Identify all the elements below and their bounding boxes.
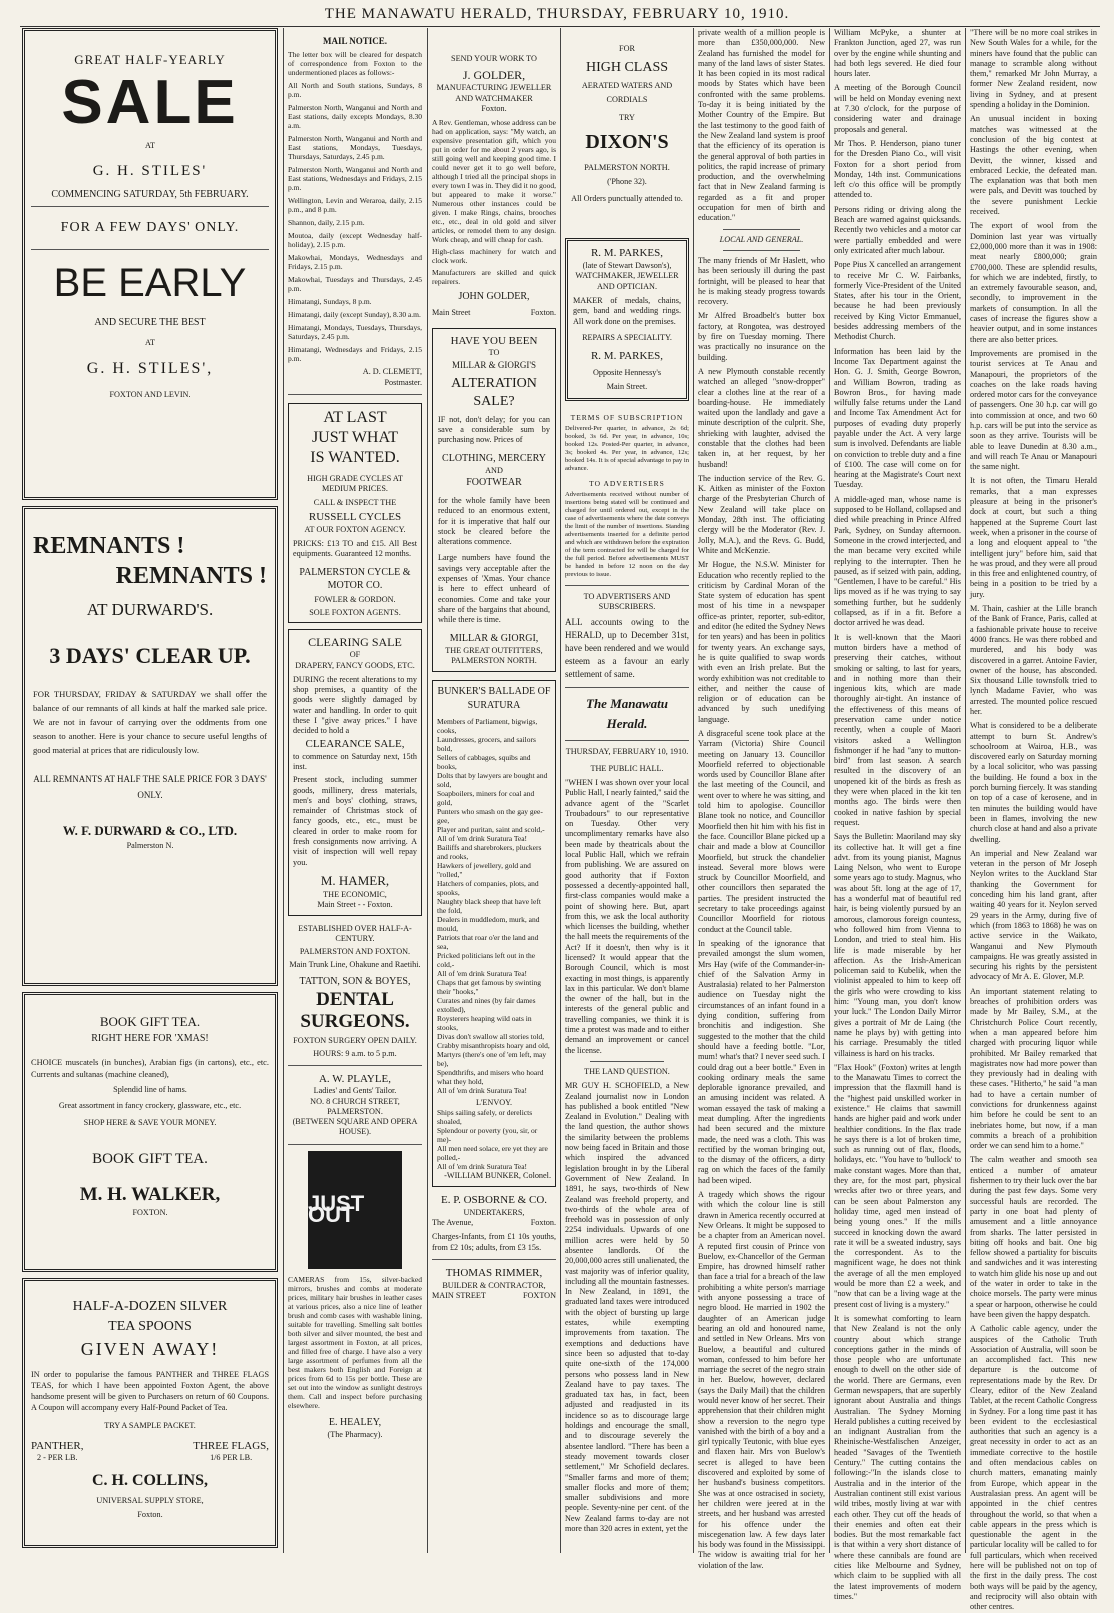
article-paragraph: The many friends of Mr Haslett, who has been seriously ill during the past fortnight, will be pleased to hear that he is making steady progress towards recovery. [698, 255, 825, 307]
spoons-store: UNIVERSAL SUPPLY STORE, [96, 1495, 204, 1505]
dixon-note: All Orders punctually attended to. [571, 193, 683, 203]
bunker-line: Spendthrifts, and misers who hoard what they hold, [437, 1068, 544, 1087]
sale-big: SALE [61, 68, 239, 138]
column-divider [829, 28, 830, 1553]
healey-firm: E. HEALEY, [328, 1416, 382, 1428]
paper-hall: "WHEN I was shown over your local Public Hall, I nearly fainted," said the advance agent of the "Scarlet Troubadours" to our representative on Tuesday. Other very uncomplimentary remarks have also been made by theatricals about the local Public Hall, which we refrain from publishing. We are assured on good authority that if Foxton possessed a decently-appointed hall, first-class companies would make a point of showing here. But, apart from this, we ask the local authority which licenses the building, whether the hall meets the requirements of the Act? If it doesn't, then why is it licensed? It would appear that the Borough Council, which is most exacting in most things, is apparently lax in this particular. We don't blame the owner of the hall, but in the interests of the general public and travelling companies, we think it is time a protest was made and to either demand an improvement or cancel the license. [565, 777, 689, 1055]
booktea-firm: M. H. WALKER, [79, 1183, 221, 1205]
article-paragraph: Information has been laid by the Income Tax Department against the Hon. G. J. Smith, George Bowron, and William Bowron, trading as Bowron Bros., for having made wilfully false returns under the Land and Income Tax Amendment Act for purposes of evading duty properly payable under the Act. A very large sum is involved. Defendants are liable on conviction to treble duty and a fine of £100. The case will come on for hearing at the Magistrate's Court next Tuesday. [834, 346, 961, 490]
dixon-firm: DIXON'S [585, 131, 669, 154]
article-paragraph: Persons riding or driving along the Beach are warned against quicksands. Recently two vehicles and a motor car were partially embedded and were only extricated after much labour. [834, 204, 961, 255]
cycles-l1: HIGH GRADE CYCLES AT MEDIUM PRICES. [307, 473, 403, 494]
bunker-envoy: L'ENVOY. [475, 1098, 513, 1108]
bunker-line: Dealers in muddledom, murk, and mould, [437, 915, 540, 934]
bunker-line: Crabby misanthropists hoary and old, [437, 1041, 550, 1051]
parkes-addr: Opposite Hennessy's [592, 368, 662, 378]
dixon-try: TRY [619, 112, 635, 122]
clearing-body2: to commence on Saturday next, 15th inst. [293, 751, 417, 771]
subscribers-body: ALL accounts owing to the HERALD, up to December 31st, have been rendered and we would esteem as a favour an early settlement of same. [565, 617, 689, 680]
bunker-line: Dolts that by lawyers are bought and sold, [437, 771, 548, 790]
millar-town: PALMERSTON NORTH. [451, 655, 537, 665]
mail-sign: A. D. CLEMETT, [362, 367, 422, 377]
remnants-town: Palmerston N. [126, 841, 174, 850]
healey-body: CAMERAS from 15s, silver-backed mirrors, brushes and combs at moderate prices, military hair brushes in leather cases at various prices, also a nice line of leather brush and comb cases with washable lining, suitable for travelling. Smelling salt bottles both silver and silver mounted, the best and largest assortment in Foxton, at all prices, and filled free of charge. I have also a very large assortment of perfumes from all the best makers both English and Foreign at prices from 6d to 15s per bottle. These are set out into the window as sunlight destroys them. Call and inspect before purchasing elsewhere. [288, 1274, 422, 1410]
article-paragraph: Mr Thos. P. Henderson, piano tuner for the Dresden Piano Co., will visit Foxton for a short period from Monday, 14th inst. Communications left c/o this office will be promptly attended to. [834, 138, 961, 200]
spoons-ad [22, 1278, 278, 1548]
article-paragraph: Says the Bulletin: Maoriland may sky its collective hat. It will get a fine advt. from its young pianist, Magnus Laing Nelson, who went to Europe some years ago to study. Magnus, who was about 5ft. long at the age of 17, has a wonderful mat of beautiful red hair, is being violently pursued by an amorous, clamorous foreign countess, who followed him from Vienna to London, and tried to steal him. His life is made miserable by her affection. As the Irish-American policeman said to Kubelik, when the violinist appealed to him to keep off the girls who were crowding to kiss him: "Young man, you don't know your luck." The London Daily Mirror gives a portrait of Mr de Laing (the name he plays by) with getting into his carriage. Presumably the titled villainess is hard on his tracks. [834, 832, 961, 1058]
mail-line: Makowhai, Mondays, Wednesdays and Fridays, 2.15 p.m. [288, 253, 422, 272]
clearing-addr: Main Street - - Foxton. [317, 900, 393, 910]
dixon-for: FOR [619, 44, 635, 53]
sale-secure: AND SECURE THE BEST [94, 316, 206, 328]
booktea-shop: SHOP HERE & SAVE YOUR MONEY. [83, 1117, 217, 1127]
clearing-sub: THE ECONOMIC, [323, 889, 387, 899]
column-1 [22, 28, 278, 1553]
tatton-h2: SURGEONS. [300, 1010, 410, 1032]
column-5 [698, 28, 825, 1570]
golder-intro: SEND YOUR WORK TO [451, 54, 537, 63]
millar-and: AND [485, 465, 503, 475]
article-paragraph: A Catholic cable agency, under the auspices of the Catholic Truth Association of Australia, will soon be an accomplished fact. This new departure is the outcome of representations made by the Rev. Dr Cleary, editor of the New Zealand Tablet, at the recent Catholic Congress in Sydney. For a long time past it has been evident to the ecclesiastical authorities that such an agency is a great necessity in order to act as an immediate corrective to the hostile and often mendacious cables on church matters, emanating mainly from Europe, which appear in the Australasian press. An agent will be appointed in the chief centres throughout the world, so that when a cable appears in the press which is questionable the agent in the particular locality will be called to for full particulars, which when received here will be published not on top of the first in the daily press. The cost both ways will be paid by the agency, and reciprocity will also obtain with other centres. [970, 1324, 1097, 1612]
golder-l2: High-class machinery for watch and clock work. [432, 247, 556, 266]
paper-title: The Manawatu Herald. [586, 696, 668, 732]
cycles-l4: AT OUR FOXTON AGENCY. [304, 524, 406, 534]
bunker-envoy-verses [437, 1108, 551, 1171]
cycles-h2: JUST WHAT [311, 428, 399, 446]
mail-line: Makowhai, Tuesdays and Thursdays, 2.45 p.m. [288, 275, 422, 294]
booktea-h2: RIGHT HERE FOR 'XMAS! [91, 1033, 209, 1044]
article-paragraph: An imperial and New Zealand war veteran in the person of Mr Joseph Neylon writes to the Auckland Star thanking the Government for conceding him his land grant, after waiting 40 years for it. Neylon served 29 years in the Army, during five of which (from 1863 to 1868) he was on active service in the Waikato, Wanganui and New Plymouth campaigns. He was greatly assisted in securing his rights by the persistent advocacy of Mr A. E. Glover, M.P. [970, 848, 1097, 982]
millar-sub: THE GREAT OUTFITTERS, [445, 645, 543, 655]
masthead: THE MANAWATU HERALD, THURSDAY, FEBRUARY 10, 1910. [324, 6, 790, 22]
bunker-line: Chaps that get famous by swinting their "hooks," [437, 978, 541, 997]
playle-firm: A. W. PLAYLE, [318, 1073, 392, 1086]
spoons-h3: GIVEN AWAY! [80, 1339, 220, 1359]
article-paragraph: "Flax Hook" (Foxton) writes at length to the Manawatu Times to correct the impression that the flaxmill hand is the "highest paid unskilled worker in existence." He claims that sawmill hands are higher paid and work under healthier conditions. In the flax trade he says there is a lot of broken time, such as running out of flax, floods, holidays, etc. "You have to 'bullock' to make constant wages. More than that, they are, for the most part, physical wrecks after two or three years, and can be seen about Palmerston any holiday time, aged men instead of being young ones." If the mills succeed in knocking down the award rate it will be a sweated industry, says the correspondent. As to the magnificent wage, he does not think the average of all the men employed would be more than £2 a week, and "now that can be a living wage at the present cost of living is a mystery." [834, 1062, 961, 1309]
article-paragraph: It is not often, the Timaru Herald remarks, that a man expresses pleasure at being in the prisoner's dock at court, but such a thing happened at the Supreme Court last week, when a prisoner in the course of a long and eloquent appeal to "the intelligent jury" before him, said that he was proud, and they were all proud in this free and enlightened country, of being in a position to be tried by a jury. [970, 476, 1097, 599]
dixon-h2: AERATED WATERS AND [581, 81, 673, 91]
article-paragraph: The induction service of the Rev. G. K. Aitken as minister of the Foxton charge of the Presbyterian Church of New Zealand will take place on Monday, 28th inst. The officiating clergy will be the Moderator (Rev. J. Jolly, M.A.), and the Revs. G. Budd, White and McKenzie. [698, 473, 825, 555]
spoons-prices [31, 1439, 269, 1463]
dixon-h3: CORDIALS [606, 94, 648, 104]
tatton-l1: ESTABLISHED OVER HALF-A-CENTURY. [298, 923, 412, 943]
bunker-line: All of 'em drink Suratura Tea! [437, 834, 528, 844]
bunker-line: Player and puritan, saint and scold,- [437, 825, 545, 835]
mail-line: All North and South stations, Sundays, 8 p.m. [288, 81, 422, 100]
sale-ad [22, 28, 278, 500]
column-divider [560, 28, 561, 1553]
bunker-line: Martyrs (there's one of 'em left, may be), [437, 1050, 547, 1069]
article-paragraph: A new Plymouth constable recently watched an alleged "snow-dropper" clear a clothes line at the rear of a boarding-house. He immediately waited upon the landlady and gave a minute description of the culprit. She, shrieking with laughter, advised the constable that the clothes had been taken in, at her request, by her husband! [698, 366, 825, 469]
remnants-h3: AT DURWARD'S. [86, 600, 214, 619]
booktea-town: FOXTON. [132, 1207, 168, 1217]
article-paragraph: Improvements are promised in the tourist services at Te Anau and Manapouri, the proprietors of the coaches on the lake roads having ordered motor cars for the conveyance of passengers. One 30 h.p. car will go into commission at once, and two 60 h.p. cars will be put into the service as soon as they arrive. Tourists will be able to leave Dunedin at 8.30 a.m., and will reach Te Anau or Manapouri the same night. [970, 348, 1097, 472]
masthead-rule [20, 26, 1100, 27]
sale-date: COMMENCING SATURDAY, 5th FEBRUARY. [51, 188, 249, 200]
sale-towns: FOXTON AND LEVIN. [109, 390, 191, 400]
rimmer-town: FOXTON [522, 1291, 556, 1301]
sale-early: BE EARLY [53, 260, 247, 305]
spoons-h1: HALF-A-DOZEN SILVER [72, 1299, 228, 1314]
column-divider [427, 28, 428, 1553]
playle-l1: Ladies' and Gents' Tailor. [313, 1086, 397, 1096]
article-paragraph: Pope Pius X cancelled an arrangement to receive Mr C. W. Fairbanks, formerly Vice-President of the United States, after his tour in the Orient, because he had been previously received by King Victor Emmanuel, besides addressing members of the Methodist Church. [834, 260, 961, 342]
spoons-h2: TEA SPOONS [108, 1319, 192, 1334]
bunker-line: Bailiffs and sharebrokers, pluckers and rooks, [437, 843, 542, 862]
bunker-author: -WILLIAM BUNKER, Colonel. [444, 1171, 551, 1181]
millar-h5: CLOTHING, MERCERY [442, 452, 546, 464]
article-paragraph: "There will be no more coal strikes in New South Wales for a while, for the miners have found that the public can manage to scramble along without them," remarked Mr John Murray, a former New Zealand resident, now living in Sydney, and at present spending a holiday in the Dominion. [970, 28, 1097, 110]
playle-l2: NO. 8 CHURCH STREET, PALMERSTON. [310, 1096, 400, 1116]
article-paragraph: William McPyke, a shunter at Frankton Junction, aged 27, was run over by the engine while shunting and had both legs severed. He died four hours later. [834, 28, 961, 79]
tatton-firm: TATTON, SON & BOYES, [299, 975, 411, 987]
just-out-logo: JUST OUT [308, 1151, 402, 1269]
golder-firm: J. GOLDER, [462, 68, 526, 83]
column-divider [283, 28, 284, 1553]
article-paragraph: M. Thain, cashier at the Lille branch of the Bank of France, Paris, called at a fashionable private house to receive 4000 francs. He was there robbed and murdered, and his body was discovered in a garret. Antoine Favier, owner of the house, has absconded. Six thousand Lille townsfolk tried to lynch Madame Favier, who was arrested. The mounted police rescued her. [970, 604, 1097, 716]
column-7 [970, 28, 1097, 1612]
article-paragraph: The calm weather and smooth sea enticed a number of amateur fishermen to try their luck over the bar during the past few days. Some very successful hauls are recorded. The party in one boat had plenty of amusement and a little annoyance from sharks. The latter persisted in biting off hooks and bait. One big fellow showed a partiality for biscuits and sandwiches and it was interesting to watch him glide his nose up and out of the water in order to take in the choice morsels. The party were minus a spear or harpoon, otherwise he could have been given the happy despatch. [970, 1155, 1097, 1319]
spoons-firm: C. H. COLLINS, [91, 1471, 209, 1489]
booktea-ad [22, 992, 278, 1272]
millar-h3: ALTERATION [451, 375, 537, 391]
article-paragraph: It is well-known that the Maori mutton birders have a method of preserving their catches, without smoking or salting, to last for years, and in nothing more than their ingenious kits, which are made thoroughly air-tight. An instance of the effectiveness of this means of preservation came under notice recently, when a couple of Maori visitors asked a Wellington fishmonger if he had "any to mutton-bird" from last season. A search resulted in the discovery of an unopened kit of the birds as fresh as they were when placed in the kit ten months ago. The birds were then cooked in native fashion by special request. [834, 632, 961, 827]
osborne-firm: E. P. OSBORNE & CO. [440, 1193, 548, 1206]
parkes-sign: R. M. PARKES, [590, 350, 664, 363]
bunker-line: Hawkers of jewellery, gold and "rolled," [437, 861, 531, 880]
bunker-line: Hatchers of companies, plots, and spooks, [437, 879, 539, 898]
dixon-town: PALMERSTON NORTH. [584, 163, 670, 173]
dixon-phone: ('Phone 32). [607, 177, 647, 187]
rimmer-ad [432, 1266, 556, 1302]
golder-sign: JOHN GOLDER, [458, 291, 530, 303]
clearing-ad [288, 629, 422, 915]
bunker-line: All of 'em drink Suratura Tea! [437, 969, 528, 979]
golder-addr2: Foxton. [530, 308, 556, 318]
millar-h6: FOOTWEAR [466, 476, 522, 488]
parkes-body: MAKER of medals, chains, gem, band and wedding rings. All work done on the premises. [573, 295, 681, 326]
cycles-l3: RUSSELL CYCLES [308, 510, 402, 523]
osborne-body: Charges-Infants, from £1 10s youths, from £2 10s; adults, from £3 15s. [432, 1232, 556, 1252]
article-paragraph: A meeting of the Borough Council will be held on Monday evening next at 7.30 o'clock, for the purpose of considering water and drainage proposals and general. [834, 83, 961, 134]
terms-h1: TERMS OF SUBSCRIPTION [570, 412, 684, 422]
rimmer-addr: MAIN STREET [432, 1291, 486, 1301]
parkes-repairs: REPAIRS A SPECIALITY. [582, 332, 672, 342]
mail-line: Palmerston North, Wanganui and North and East stations, daily excepts Mondays, 8.30 a.m. [288, 103, 422, 131]
millar-to: TO [488, 348, 500, 358]
article-paragraph: Mr Hogue, the N.S.W. Minister for Education who recently replied to the criticism by Cardinal Moran of the State system of education has spent most of his time in a newspaper office-as printer, reporter, sub-editor, and editor (he edited the Sydney News for ten years) and has been in politics for twenty years. An exchange says, he is quite qualified to swap words with even an Irish prelate. But the wordy exhibition was not creditable to either, and neither the cause of religion or of education can be advanced by such unedifying language. [698, 560, 825, 724]
sale-at2: AT [144, 338, 155, 348]
remnants-h4: 3 DAYS' CLEAR UP. [49, 643, 251, 668]
paper-land-heading: THE LAND QUESTION. [584, 1066, 670, 1076]
sale-firm: G. H. STILES' [92, 162, 208, 179]
article-paragraph: In speaking of the ignorance that prevailed amongst the slum women, Mrs Hay (wife of the Commander-in-chief of the Salvation Army in Australasia) related to her Palmerston audience on Tuesday night the circumstances of an infant found in a dying condition, suffering from bronchitis and indigestion. She suggested to the mother that the child should have a feeding bottle. "Lor, mum! what's that? I never seed such. I could drag out a beer bottle." Even in cooking ordinary meals the same deplorable ignorance prevailed, and an amusing incident was related. A woman essayed the task of making a meat dumpling. After the ingredients had been secured and the mixture made, the need was a cloth. This was rectified by the woman bringing out, to the dismay of the officers, a dirty rag on which the faces of the family had been wiped. [698, 938, 825, 1185]
mail-line: Himatangi, Mondays, Tuesdays, Thursdays, Saturdays, 2.45 p.m. [288, 323, 422, 342]
bunker-envoy-line: Splendour or poverty (you, sir, or me)- [437, 1126, 538, 1145]
spoons-p1-price: 2 - PER LB. [36, 1453, 78, 1463]
article-paragraph: A middle-aged man, whose name is supposed to be Holland, collapsed and died while preaching in Prince Alfred Park, Sydney, on Sunday afternoon. Someone in the crowd interjected, and the man became very excited while replying to the interrupter. Then he paused, as if seized with pain, adding, "Gentlemen, I have to be careful." His lips moved as if he was trying to say something further, but he suddenly collapsed, as if in a fit. Before a doctor arrived he was dead. [834, 494, 961, 628]
playle-l3: (BETWEEN SQUARE AND OPERA HOUSE). [292, 1117, 418, 1137]
mail-line: Palmerston North, Wanganui and North and East stations, Wednesdays and Fridays, 2.15 p.m. [288, 165, 422, 193]
bunker-line: Sellers of cabbages, squibs and books, [437, 753, 531, 772]
cycles-agents: SOLE FOXTON AGENTS. [309, 607, 401, 617]
terms-body2: Advertisements received without number of insertions being stated will be continued and charged for until ordered out, except in the case of advertisements where the date conveys the limit of the number of insertions. Standing advertisements inserted for a definite period and which are withdrawn before the expiration of the term contracted for will be charged for the full period. Before advertisements MUST be handed in before 12 noon on the day previous to issue. [565, 490, 689, 578]
subscribers-h1: TO ADVERTISERS AND SUBSCRIBERS. [583, 591, 671, 612]
clearing-h2: DRAPERY, FANCY GOODS, ETC. [295, 660, 415, 670]
millar-body: IF not, don't delay; for you can save a considerable sum by purchasing now. Prices of [438, 414, 550, 445]
sale-at: AT [144, 141, 155, 151]
bunker-line: Divas don't swallow all stories told, [437, 1032, 545, 1042]
bunker-line: Naughty black sheep that have left the fold, [437, 897, 541, 916]
cycles-l2: CALL & INSPECT THE [313, 498, 397, 508]
cycles-firm: PALMERSTON CYCLE & MOTOR CO. [299, 566, 411, 591]
cycles-h1: AT LAST [323, 408, 387, 426]
bunker-verses [437, 717, 551, 1095]
column-2 [288, 28, 422, 1553]
article-paragraph: It is somewhat comforting to learn that New Zealand is not the only country about which strange conceptions gather in the minds of those people who are unfortunate enough to dwell on the other side of the world. There are Germans, even German newspapers, that are superbly ignorant about Australia and things Australian. The Sydney Morning Herald publishes a cutting received by an indignant Australian from the Rheinische-Westfalischen Anzeiger, headed "Savages of the Twentieth Century." The cutting contains the following:-"In the islands close to Australia and in the interior of the Australian continent still exist various wild tribes, mostly living at war with each other. They cut off the heads of their enemies and often eat their bodies. But the most remarkable fact is that within a very short distance of where these cannibals are found are cities like Melbourne and Sydney, which claim to be supplied with all the latest improvements of modern times." [834, 1313, 961, 1601]
column-3 [432, 28, 556, 1553]
golder-body: A Rev. Gentleman, whose address can be had on application, says: "My watch, an expensive presentation gift, which you put in order for me about 2 years ago, is still going well and keeping good time. I could never get it to go well before, although I tried all the principal shops in every town I was in. They did it no good, but appeared to make it worse." Numerous other instances could be given. I make Rings, chains, brooches etc., etc., deal in old gold and silver articles, or remodel them to any design. Work cheap, and will cheap for cash. [432, 118, 556, 245]
booktea-body: CHOICE muscatels (in bunches), Arabian figs (in cartons), etc., etc. Currents and sultanas (machine cleaned), [31, 1058, 269, 1079]
clearing-h1: CLEARING SALE [308, 635, 402, 650]
golder-town: Foxton. [481, 103, 507, 113]
tatton-h1: DENTAL [316, 988, 394, 1010]
golder-addr: Main Street [432, 308, 471, 318]
tatton-l2: PALMERSTON AND FOXTON. [299, 947, 411, 957]
tatton-l4: FOXTON SURGERY OPEN DAILY. [293, 1035, 417, 1045]
column-divider [965, 28, 966, 1553]
booktea-line2: Splendid line of hams. [113, 1085, 187, 1094]
parkes-ad [565, 238, 689, 401]
mail-body [288, 50, 422, 363]
bunker-line: Soapboilers, miners for coal and gold, [437, 789, 535, 808]
tatton-l3: Main Trunk Line, Ohakune and Raetihi. [289, 960, 421, 970]
bunker-envoy-line: All of 'em drink Suratura Tea! [437, 1162, 528, 1172]
millar-body3: Large numbers have found the savings very acceptable after the expenses of 'Xmas. Your chance is here to effect unheard of economies. Come and take your share of the bargains that abound, while there is time. [438, 553, 550, 625]
article-paragraph: A tragedy which shows the rigour with which the colour line is still drawn in America recently occurred at New Orleans. It might be supposed to be a chapter from an American novel. A reputed first cousin of Prince von Buelow, ex-Chancellor of the German Empire, has drowned himself rather than face a trial for a breach of the law prohibiting a white person's marriage with anyone possessing a trace of negro blood. He married in 1902 the daughter of an American judge bearing an old and honoured name, and settled in New Orleans. Mrs von Buelow, a beautiful and cultured woman, confessed to him before her marriage the secret of the negro strain in her. Buelow, however, declared (says the Daily Mail) that the children would never know of her secret. Their apprehension that their children might show a reversion to the negro type vanished with the birth of a boy and a girl typically Teutonic, with blue eyes and flaxen hair. Mrs von Buelow's secret is alleged to have been discovered and exploited by some of her husband's business competitors. She was at once ostracised in society, her children were jeered at in the streets, and her husband was arrested for his offence under the miscegenation law. A few days later his body was found in the Mississippi. The widow is awaiting trial for her violation of the law. [698, 1190, 825, 1570]
article-paragraph: Mr Alfred Broadbelt's butter box factory, at Rongotea, was destroyed by fire on Tuesday morning. There was practically no insurance on the building. [698, 311, 825, 362]
paper-date: THURSDAY, FEBRUARY 10, 1910. [565, 747, 689, 757]
millar-h1: HAVE YOU BEEN [450, 335, 538, 348]
golder-address [432, 308, 556, 318]
mail-line: Palmerston North, Wanganui and North and East stations, Mondays, Tuesdays, Thursdays, Saturdays, 2.45 p.m. [288, 134, 422, 162]
millar-h2: MILLAR & GIORGI'S [451, 359, 537, 370]
sale-top: GREAT HALF-YEARLY [74, 52, 226, 67]
spoons-body: IN order to popularise the famous PANTHER and THREE FLAGS TEAS, for which I have been appointed Foxton Agent, the above handsome present will be given to Purchasers on return of 60 Coupons. A Coupon will accompany every Half-Pound Packet of Tea. [31, 1370, 269, 1412]
bunker-line: Roysterers heaping wild oats in stooks, [437, 1014, 532, 1033]
millar-body2: for the whole family have been reduced to an enormous extent, for it is imperative that half our stock be cleared before the alterations commence. [438, 495, 550, 547]
millar-firm: MILLAR & GIORGI, [449, 632, 539, 644]
remnants-ad [22, 506, 278, 986]
osborne-address [432, 1218, 556, 1228]
millar-ad [432, 328, 556, 672]
column-4 [565, 28, 689, 1553]
spoons-town: Foxton. [137, 1509, 163, 1519]
bunker-envoy-line: Ships sailing safely, or derelicts shoaled, [437, 1108, 533, 1127]
local-general-heading: LOCAL AND GENERAL. [719, 234, 804, 244]
parkes-street: Main Street. [606, 382, 648, 392]
osborne-ad [432, 1193, 556, 1253]
mail-line: The letter box will be cleared for despatch of correspondence from Foxton to the undermentioned places as follows:- [288, 50, 422, 78]
sale-firm2: G. H. STILES', [86, 360, 214, 378]
booktea-line3: Great assortment in fancy crockery, glassware, etc., etc. [58, 1101, 242, 1111]
parkes-sub: (late of Stewart Dawson's), [582, 261, 672, 271]
column-divider [693, 28, 694, 1553]
sale-fewdays: FOR A FEW DAYS' ONLY. [60, 219, 240, 235]
bunker-line: Punters who smash on the gay gee-gee, [437, 807, 543, 826]
remnants-h1: REMNANTS ! [33, 533, 185, 559]
bunker-line: Pricked politicians left out in the cold,- [437, 951, 536, 970]
healey-sub: (The Pharmacy). [327, 1429, 383, 1439]
parkes-trade: WATCHMAKER, JEWELLER AND OPTICIAN. [575, 271, 679, 291]
clearing-body3: Present stock, including summer goods, millinery, dress materials, men's and boys' clothing, straws, remainder of Christmas stock of fancy goods, etc., etc., must be cleared in order to make room for fresh consignments now arriving. A visit of inspection will well repay you. [293, 775, 417, 867]
mail-line: Shannon, daily, 2.15 p.m. [288, 218, 365, 228]
millar-h4: SALE? [473, 393, 515, 409]
parkes-firm: R. M. PARKES, [590, 247, 664, 260]
rimmer-address [432, 1291, 556, 1301]
cycles-names: FOWLER & GORDON. [314, 594, 396, 604]
remnants-h2: REMNANTS ! [115, 563, 267, 589]
bunker-line: Members of Parliament, bigwigs, cooks, [437, 717, 538, 736]
bunker-line: Patriots that roar o'er the land and sea, [437, 933, 539, 952]
tatton-l5: HOURS: 9 a.m. to 5 p.m. [313, 1048, 397, 1058]
article-paragraph: What is considered to be a deliberate attempt to burn St. Andrew's schoolroom at Wairoa, H.B., was discovered early on Saturday morning by a local solicitor, who was passing the building. He found a box in the porch burning fiercely. It was standing on top of a case of kerosene, and in ten minutes the building would have been in flames, involving the new church close at hand and also a private dwelling. [970, 721, 1097, 844]
clearing-body: DURING the recent alterations to my shop premises, a quantity of the goods were slightly damaged by water and handling. In order to quit these I "give away prices." I have decided to hold a [293, 674, 417, 736]
bunker-envoy-line: All men need solace, ere yet they are polled,- [437, 1144, 548, 1163]
osborne-addr: The Avenue, [432, 1218, 474, 1228]
paper-hall-heading: THE PUBLIC HALL. [590, 763, 664, 773]
spoons-p1: PANTHER, [31, 1440, 84, 1453]
cycles-ad [288, 403, 422, 623]
bunker-line: Curates and nines (by fair dames extolled), [437, 996, 536, 1015]
cycles-h3: IS WANTED. [310, 448, 400, 466]
spoons-p2-price: 1/6 PER LB. [210, 1453, 253, 1463]
rimmer-sub: BUILDER & CONTRACTOR, [442, 1280, 546, 1290]
remnants-firm: W. F. DURWARD & CO., LTD. [62, 823, 238, 838]
booktea-h3: BOOK GIFT TEA. [92, 1150, 208, 1167]
mail-sign-title: Postmaster. [384, 377, 422, 387]
terms-body: Delivered-Per quarter, in advance, 2s 6d; booked, 3s 6d. Per year, in advance, 10s; booked 12s. Posted-Per quarter, in advance, 3s; booked 4s. Per year, in advance, 12s; booked 14s. It is of special advantage to pay in advance. [565, 424, 689, 472]
spoons-try: TRY A SAMPLE PACKET. [104, 1421, 196, 1430]
bunker-title: BUNKER'S BALLADE OF SURATURA [437, 686, 551, 712]
playle-ad [288, 1072, 422, 1137]
mail-title: MAIL NOTICE. [322, 36, 387, 46]
mail-line: Wellington, Levin and Weraroa, daily, 2.15 p.m., and 8 p.m. [288, 196, 422, 215]
remnants-body: FOR THURSDAY, FRIDAY & SATURDAY we shall offer the balance of our remnants of all kinds at half the marked sale price. We are not in favour of carrying over the oddments from one season to another. Here is your chance to secure useful lengths of good material at prices that are ridiculously low. [33, 689, 267, 755]
bunker-line: Laundresses, grocers, and sailors bold, [437, 735, 536, 754]
osborne-town: Foxton. [530, 1218, 556, 1228]
bunker-line: All of 'em drink Suratura Tea! [437, 1086, 528, 1096]
paper-land: MR GUY H. SCHOFIELD, a New Zealand journalist now in London has published a book entitled "New Zealand in Evolution." Dealing with the land question, the author shows the similarity between the problems now being faced in Britain and those which inspired the advanced legislation brought in by the Liberal Government of New Zealand. In 1891, he says, two-thirds of New Zealand was freehold property, and two-thirds of the whole area of freehold was in possession of only 2254 individuals. Upwards of one million acres were held by 50 absentee landlords. Of the 20,000,000 acres still unalienated, the vast majority was of inferior quality, including all the mountain fastnesses. In New Zealand, in 1891, the graduated land taxes were introduced with the object of bursting up large estates, while exempting improvements from taxation. The exemptions and deductions have since been so adjusted that to-day quite one-sixth of the 174,000 persons who possess land in New Zealand have to pay taxes. The graduated tax has, in fact, been adjusted and readjusted in its incidence so as to discourage large holdings and encourage the small, and to discourage severely the absentee landlord. "There has been a steady movement towards closer settlement," Mr Schofield declares. "Smaller farms and more of them; smaller flocks and more of them; smaller subdivisions and more people. Seventy-nine per cent. of the New Zealand farms to-day are not more than 320 acres in extent, yet the [565, 1081, 689, 1534]
healey-ad [288, 1151, 422, 1440]
clearing-of: OF [349, 650, 361, 660]
booktea-h1: BOOK GIFT TEA. [99, 1014, 201, 1029]
clearing-firm: M. HAMER, [320, 872, 390, 888]
clearing-h3: CLEARANCE SALE, [305, 737, 405, 750]
terms-h2: TO ADVERTISERS [589, 478, 665, 488]
article-paragraph: An unusual incident in boxing matches was witnessed at the conclusion of the big contest at Hastings the other evening, when Devitt, the winner, kissed and embraced Leckie, the defeated man. The explanation was that both men were pals, and Devitt was touched by the severe punishment Leckie received. [970, 114, 1097, 217]
remnants-note: ALL REMNANTS AT HALF THE SALE PRICE FOR 3 DAYS' ONLY. [33, 774, 267, 800]
spoons-p2: THREE FLAGS, [193, 1440, 269, 1453]
article-paragraph: An important statement relating to breaches of prohibition orders was made by Mr Bailey, S.M., at the Christchurch Police Court recently, when a man appeared before him charged with procuring liquor while prohibited. Mr Bailey remarked that magistrates now had more power than they previously had in dealing with these cases. "Hitherto," he said "a man had to have a certain number of convictions for drunkenness against him before he could be sent to an inebriates home, but now, if a man commits a breach of a prohibition order we can send him to a home." [970, 986, 1097, 1151]
mail-line: Himatangi, daily (except Sunday), 8.30 a.m. [288, 310, 421, 320]
rimmer-firm: THOMAS RIMMER, [445, 1266, 543, 1279]
article-paragraph: A disgraceful scene took place at the Yarram (Victoria) Shire Council meeting on January 13. Councillor Moorfield referred to objectionable words used by Councillor Blane after the last meeting of the Council, and went over to where he was sitting, and told him to apologise. Councillor Blane took no notice, and Councillor Moorfield then hit him with his fist in the face. Councillor Blane picked up a chair and made a blow at Councillor Moorfield, but struck the chandelier instead. Several more blows were struck by Councillor Moorfield, and other councillors then separated the parties. The president instructed the secretary to take proceedings against Councillor Moorfield for riotous conduct at the Council table. [698, 729, 825, 934]
mail-line: Himatangi, Wednesdays and Fridays, 2.15 p.m. [288, 345, 422, 364]
mail-line: Moutoa, daily (except Wednesday half-holiday), 2.15 p.m. [288, 231, 422, 250]
tatton-ad [288, 924, 422, 1060]
bunker-ballade [432, 680, 556, 1187]
article-paragraph: private wealth of a million people is more than £350,000,000. New Zealand has furnished the model for many of the land laws of sister States. It has been copied in its most radical moods by States which have been confronted with the same problems. To-day it is being initiated by the Mother Country of the Empire. But the last testimony to the good faith of the New Zealand land system is proof that the efficiency of its operation is the general approval of both parties in politics, the rapid increase of primary production, and the overwhelming fact that in New Zealand farming is regarded as a fit and proper occupation for men of birth and education." [698, 28, 825, 223]
golder-sub: MANUFACTURING JEWELLER AND WATCHMAKER [436, 83, 552, 103]
dixon-h1: HIGH CLASS [585, 60, 669, 76]
cycles-l5: PRICKS: £13 TO and £15. All Best equipments. Guaranteed 12 months. [293, 539, 417, 559]
golder-l3: Manufacturers are skilled and quick repairers. [432, 268, 556, 287]
column-6 [834, 28, 961, 1601]
mail-line: Himatangi, Sundays, 8 p.m. [288, 297, 372, 307]
osborne-sub: UNDERTAKERS, [463, 1207, 525, 1217]
article-paragraph: The export of wool from the Dominion last year was virtually £2,000,000 more than it was in 1908: meat nearly £800,000; grain £700,000. These are splendid results, for which we are indebted, firstly, to an extremely favourable season, and, secondly, to improvement in the markets of consumption. In all the cases of increase the figures show a heavier output, and in some instances there are also better prices. [970, 221, 1097, 344]
